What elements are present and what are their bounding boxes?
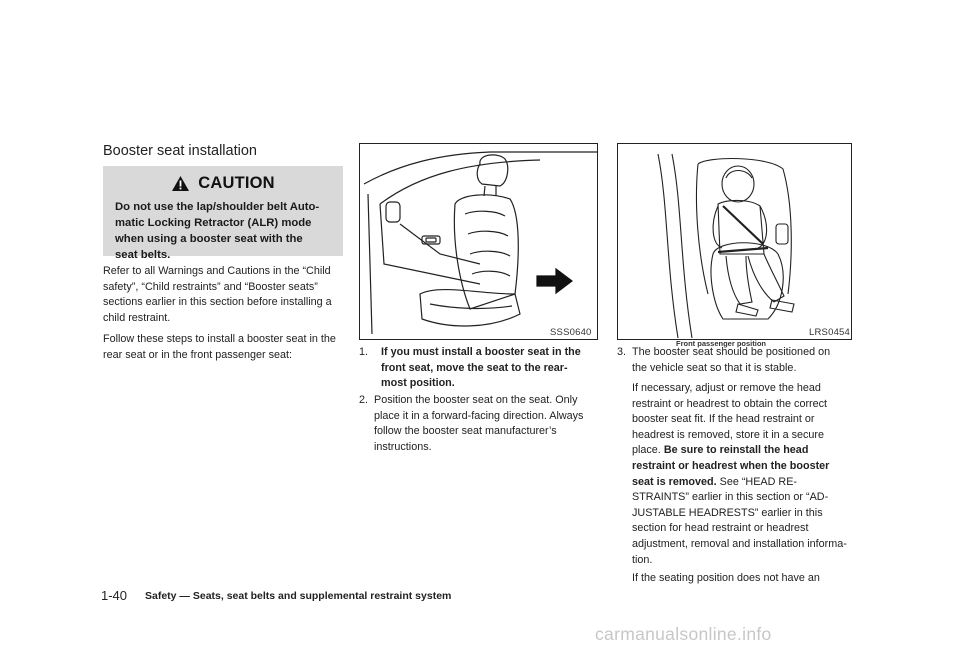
text-line: most position. — [381, 377, 455, 390]
step-text — [381, 345, 581, 392]
text-line — [632, 475, 862, 491]
text-line: instructions. — [374, 440, 432, 453]
caution-text — [115, 199, 337, 263]
text-span: See “HEAD RE- — [719, 475, 798, 488]
caution-line: seat belts. — [115, 249, 171, 261]
warning-triangle-icon — [171, 175, 190, 192]
paragraph-head-restraint — [632, 381, 862, 568]
paragraph-refer — [103, 264, 347, 326]
text-line: Follow these steps to install a booster seat in the — [103, 333, 336, 345]
text-line: JUSTABLE HEADRESTS” earlier in this — [632, 506, 823, 519]
step-3 — [617, 345, 862, 377]
text-line: sections earlier in this section before installing a — [103, 296, 332, 309]
text-span-bold: seat is removed. — [632, 475, 717, 488]
figure-front-passenger — [617, 143, 852, 340]
text-span: place. — [632, 444, 661, 457]
text-line: Position the booster seat on the seat. Only — [374, 394, 578, 406]
booster-seat-illustration — [618, 144, 851, 339]
text-line: headrest is removed, store it in a secure — [632, 428, 825, 441]
step-2 — [359, 393, 604, 457]
text-line: the vehicle seat so that it is stable. — [632, 361, 797, 374]
text-line: The booster seat should be positioned on — [632, 346, 831, 358]
text-line — [632, 443, 862, 459]
caution-box — [103, 166, 343, 261]
section-title: Booster seat installation — [103, 143, 257, 159]
text-line: follow the booster seat manufacturer’s — [374, 425, 557, 438]
text-line: restraint or headrest to obtain the correct — [632, 397, 828, 410]
paragraph-follow — [103, 332, 347, 363]
paragraph-seating-position: If the seating position does not have an — [632, 572, 820, 584]
figure-code: SSS0640 — [550, 327, 592, 338]
caution-line: matic Locking Retractor (ALR) mode — [115, 217, 312, 229]
text-line: adjustment, removal and installation informa- — [632, 537, 847, 550]
chapter-title: Safety — Seats, seat belts and supplemental restraint system — [145, 590, 452, 602]
figure-front-seat — [359, 143, 598, 340]
step-number: 3. — [617, 346, 627, 358]
watermark: carmanualsonline.info — [595, 624, 772, 644]
caution-label: CAUTION — [198, 173, 275, 192]
text-line: child restraint. — [103, 311, 171, 324]
step-text — [374, 393, 583, 455]
text-span-bold: Be sure to reinstall the head — [663, 444, 809, 457]
caution-line: Do not use the lap/shoulder belt Auto- — [115, 201, 320, 213]
text-line: tion. — [632, 553, 653, 566]
text-line: place it in a forward-facing direction. Always — [374, 409, 584, 422]
text-line: section for head restraint or headrest — [632, 522, 809, 535]
step-1 — [359, 345, 604, 393]
text-line: restraint or headrest when the booster — [632, 459, 830, 472]
caution-heading — [103, 172, 343, 194]
text-line: front seat, move the seat to the rear- — [381, 361, 568, 374]
figure-code: LRS0454 — [809, 327, 851, 338]
step-number: 2. — [359, 394, 369, 406]
text-line: STRAINTS” earlier in this section or “AD- — [632, 491, 829, 504]
figure-caption: Front passenger position — [676, 339, 767, 348]
step-text — [632, 345, 830, 376]
text-line: booster seat fit. If the head restraint or — [632, 413, 815, 426]
text-line: If you must install a booster seat in the — [381, 346, 581, 358]
text-line: If necessary, adjust or remove the head — [632, 382, 821, 394]
text-line: Refer to all Warnings and Cautions in the “Child — [103, 265, 331, 277]
step-number: 1. — [359, 346, 369, 358]
text-line: safety”, “Child restraints” and “Booster seats” — [103, 280, 318, 293]
text-line: rear seat or in the front passenger seat: — [103, 348, 293, 361]
caution-line: when using a booster seat with the — [115, 233, 303, 245]
page-number: 1-40 — [101, 588, 128, 603]
seat-illustration — [360, 144, 597, 339]
